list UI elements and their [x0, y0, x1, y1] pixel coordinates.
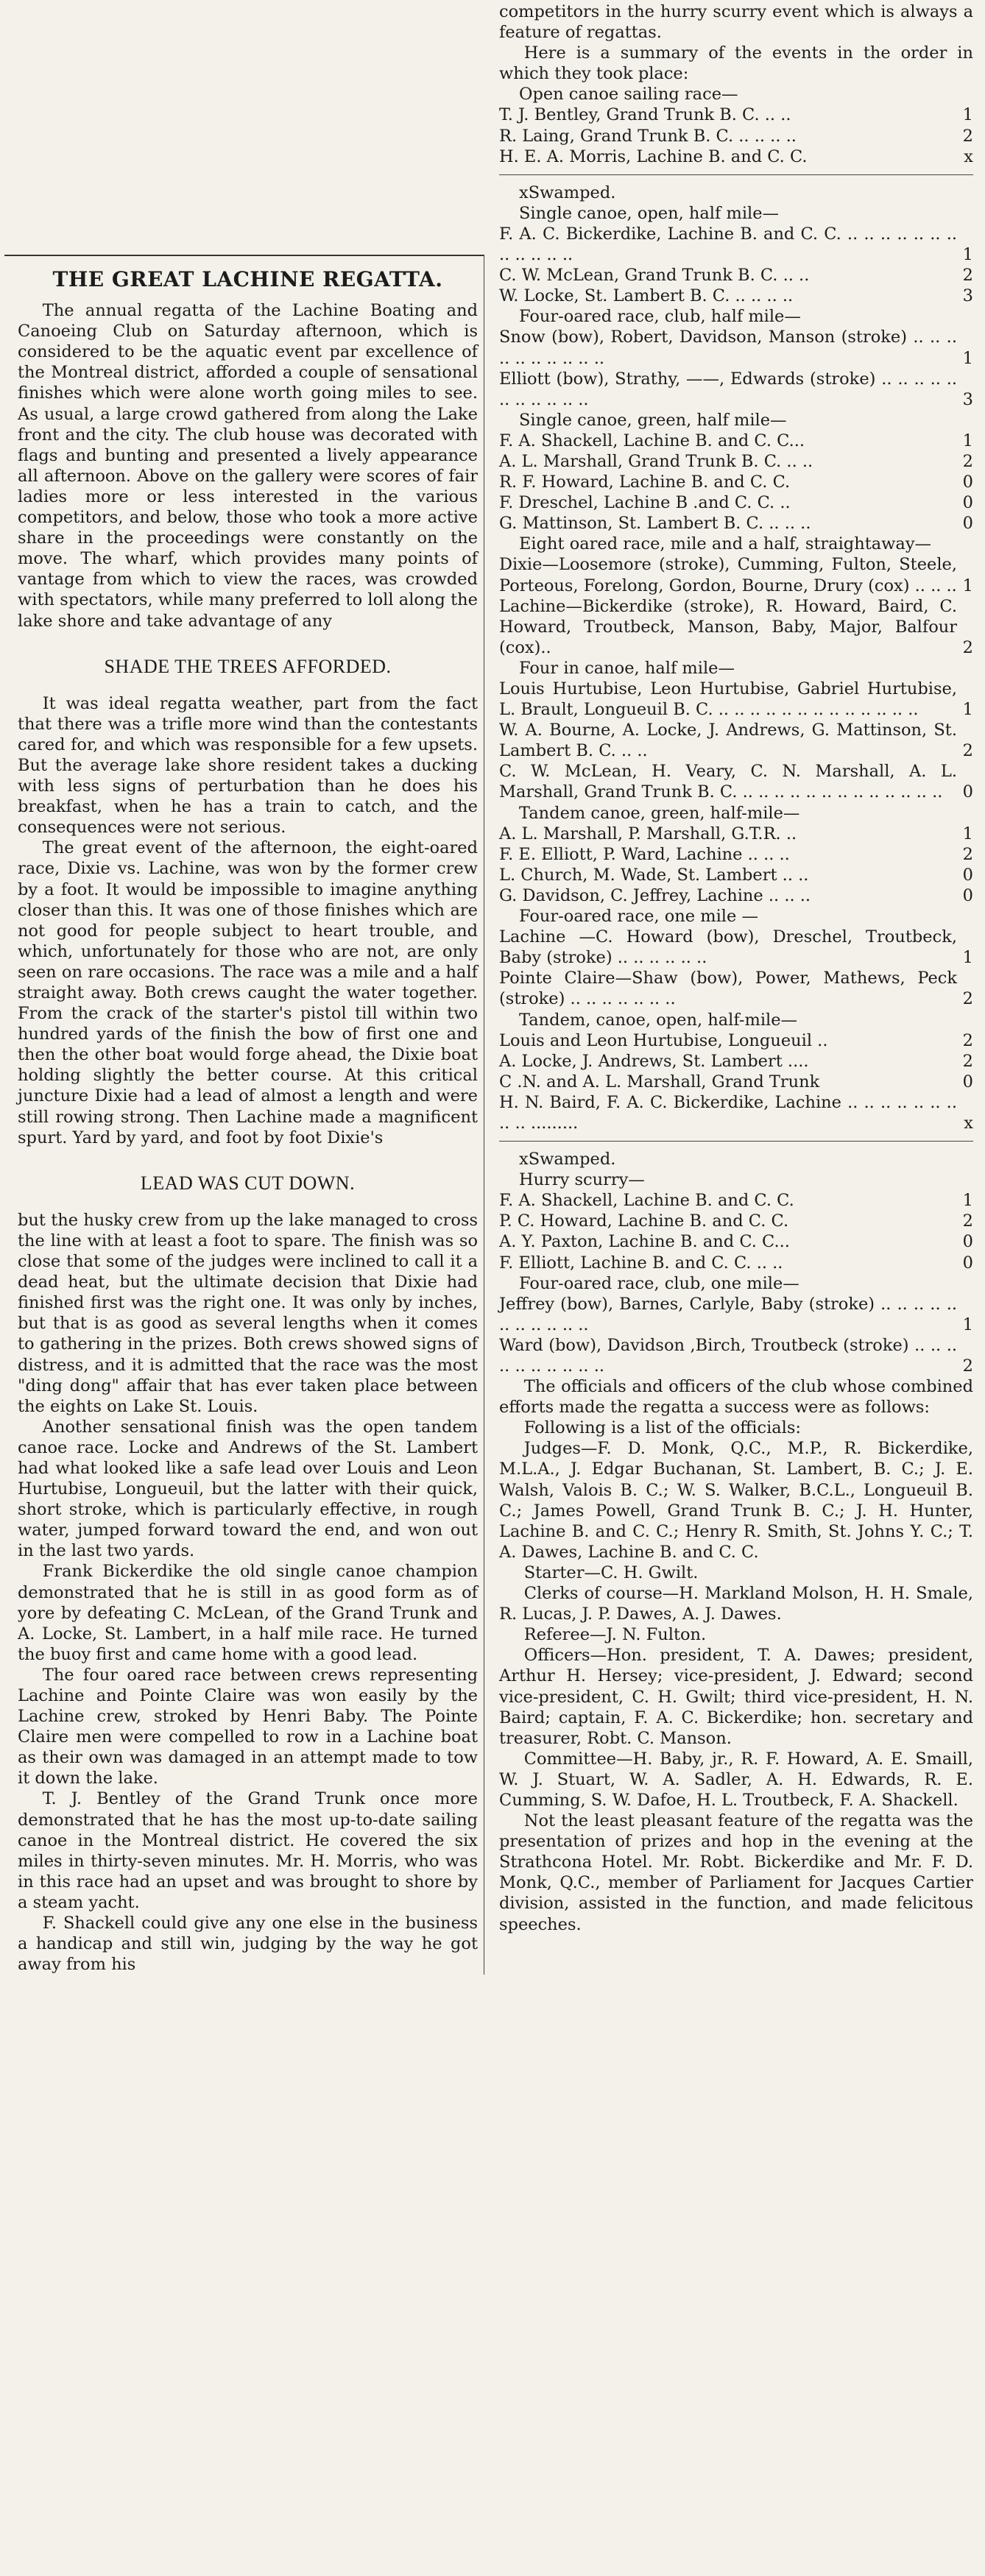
result-entry — [499, 1231, 973, 1252]
entry-text: C. W. McLean, H. Veary, C. N. Marshall, A. L. Marshall, Grand Trunk B. C. .. .. .. .. .. .. .. .. .. .. .. .. .. — [499, 762, 957, 802]
entry-placing: 1 — [962, 245, 973, 265]
paragraph: T. J. Bentley of the Grand Trunk once more demonstrated that he has the most up-to-date sailing canoe in the Montreal district. He covered the six miles in thirty-seven minutes. Mr. H. Morris, who was in this race had an upset and was brought to shore by a steam yacht. — [18, 1789, 478, 1912]
entry-placing: 2 — [962, 1356, 973, 1376]
result-entry — [499, 1072, 973, 1092]
result-entry — [499, 431, 973, 451]
article-right-column — [486, 1, 979, 1935]
result-entry — [499, 492, 973, 513]
entry-text: Lachine —C. Howard (bow), Dreschel, Troutbeck, Baby (stroke) .. .. .. .. .. .. — [499, 927, 957, 968]
entry-text: F. Elliott, Lachine B. and C. C. .. .. — [499, 1253, 783, 1273]
result-entry — [499, 286, 973, 306]
result-entry — [499, 1294, 973, 1335]
entry-text: F. A. Shackell, Lachine B. and C. C... — [499, 431, 805, 450]
result-entry — [499, 1211, 973, 1231]
entry-text: L. Church, M. Wade, St. Lambert .. .. — [499, 865, 809, 885]
result-entry — [499, 968, 973, 1009]
result-entry — [499, 927, 973, 968]
entry-placing: 2 — [962, 1030, 973, 1050]
subhead-lead-cut-down: LEAD WAS CUT DOWN. — [140, 1172, 356, 1194]
event-title: Four-oared race, club, half mile— — [519, 307, 801, 327]
officials-committee: Committee—H. Baby, jr., R. F. Howard, A. E. Smaill, W. J. Stuart, W. A. Sadler, A. H. Edwards, R. E. Cumming, S. W. Dafoe, H. L. Troutbeck, F. A. Shackell. — [499, 1749, 973, 1810]
paragraph: It was ideal regatta weather, part from the fact that there was a trifle more wind than the contestants cared for, and which was responsible for a few upsets. But the average lake shore resident takes a ducking with less signs of perturbation than he does his breakfast, when he has a train to catch, and the consequences were not serious. — [18, 693, 478, 838]
entry-text: A. Locke, J. Andrews, St. Lambert .... — [499, 1051, 809, 1071]
officials-clerks: Clerks of course—H. Markland Molson, H. H. Smale, R. Lucas, J. P. Dawes, A. J. Dawes. — [499, 1584, 973, 1624]
entry-placing: 2 — [962, 451, 973, 471]
entry-placing: 0 — [962, 1253, 973, 1273]
paragraph: The great event of the afternoon, the eight-oared race, Dixie vs. Lachine, was won by the former crew by a foot. It would be impossible to imagine anything closer than this. It was one of those finishes which are not good for people subject to heart trouble, and which, unfortunately for those who are not, are only seen on rare occasions. The race was a mile and a half straight away. Both crews caught the water together. From the crack of the starter's pistol till within two hundred yards of the finish the bow of first one and then the other boat would forge ahead, the Dixie boat holding slightly the better course. At this critical juncture Dixie had a lead of almost a length and were still rowing strong. Then Lachine made a magnificent spurt. Yard by yard, and foot by foot Dixie's — [18, 838, 478, 1147]
paragraph: competitors in the hurry scurry event which is always a feature of regattas. — [499, 2, 973, 43]
entry-placing: 2 — [962, 126, 973, 146]
entry-text: Pointe Claire—Shaw (bow), Power, Mathews, Peck (stroke) .. .. .. .. .. .. .. — [499, 969, 957, 1009]
entry-placing: 1 — [962, 431, 973, 450]
entry-placing: 0 — [962, 493, 973, 513]
headline: THE GREAT LACHINE REGATTA. — [52, 267, 443, 291]
result-entry — [499, 224, 973, 265]
result-entry — [499, 1190, 973, 1211]
closing-paragraph: Not the least pleasant feature of the regatta was the presentation of prizes and hop in the evening at the Strathcona Hotel. Mr. Robt. Bickerdike and Mr. F. D. Monk, Q.C., member of Parliament for Jacques Cartier division, assisted in the function, and made felicitous speeches. — [499, 1811, 973, 1934]
entry-text: T. J. Bentley, Grand Trunk B. C. .. .. — [499, 105, 791, 125]
paragraph: F. Shackell could give any one else in the business a handicap and still win, judging by the way he got away from his — [18, 1914, 478, 1975]
result-entry — [499, 1253, 973, 1273]
result-entry — [499, 720, 973, 761]
result-entry — [499, 126, 973, 146]
entry-text: W. A. Bourne, A. Locke, J. Andrews, G. Mattinson, St. Lambert B. C. .. .. — [499, 721, 957, 761]
result-entry — [499, 554, 973, 595]
entry-placing: 2 — [962, 1211, 973, 1231]
result-entry — [499, 327, 973, 368]
entry-text: P. C. Howard, Lachine B. and C. C. — [499, 1211, 789, 1231]
entry-text: Louis Hurtubise, Leon Hurtubise, Gabriel Hurtubise, L. Brault, Longueuil B. C. .. .. .. .. .. .. .. .. .. .. .. .. .. — [499, 679, 957, 720]
result-note: xSwamped. — [519, 183, 616, 202]
officials-judges: Judges—F. D. Monk, Q.C., M.P., R. Bickerdike, M.L.A., J. Edgar Buchanan, St. Lambert, B. C.; J. E. Walsh, Valois B. C.; W. S. Walker, B.C.L., Longueuil B. C.; James Powell, Grand Trunk B. C.; J. H. Hunter, Lachine B. and C. C.; Henry R. Smith, St. Johns Y. C.; T. A. Dawes, Lachine B. and C. C. — [499, 1439, 973, 1562]
entry-placing: 0 — [962, 885, 973, 905]
result-entry — [499, 105, 973, 125]
entry-placing: 1 — [962, 1191, 973, 1211]
entry-text: Elliott (bow), Strathy, ——, Edwards (stroke) .. .. .. .. .. .. .. .. .. .. .. — [499, 369, 957, 409]
result-entry — [499, 1051, 973, 1072]
officials-referee: Referee—J. N. Fulton. — [523, 1625, 707, 1645]
entry-text: F. A. C. Bickerdike, Lachine B. and C. C. .. .. .. .. .. .. .. .. .. .. .. .. — [499, 224, 957, 265]
result-entry — [499, 596, 973, 658]
divider-rule — [499, 1141, 973, 1142]
entry-text: C. W. McLean, Grand Trunk B. C. .. .. — [499, 266, 810, 286]
entry-text: A. L. Marshall, P. Marshall, G.T.R. .. — [499, 824, 797, 843]
event-title: Tandem canoe, green, half-mile— — [519, 803, 800, 823]
entry-text: G. Mattinson, St. Lambert B. C. .. .. .. — [499, 514, 811, 534]
divider-rule — [499, 174, 973, 175]
event-title: Four in canoe, half mile— — [519, 658, 735, 678]
entry-placing: 1 — [962, 105, 973, 125]
officials-officers: Officers—Hon. president, T. A. Dawes; president, Arthur H. Hersey; vice-president, J. Edward; second vice-president, C. H. Gwilt; third vice-president, H. N. Baird; captain, F. A. C. Bickerdike; hon. secretary and treasurer, Robt. C. Manson. — [499, 1646, 973, 1748]
entry-text: H. N. Baird, F. A. C. Bickerdike, Lachine .. .. .. .. .. .. .. .. .. ......... — [499, 1092, 957, 1133]
intro-paragraph: The annual regatta of the Lachine Boating and Canoeing Club on Saturday afternoon, which is considered to be the aquatic event par excellence of the Montreal district, afforded a couple of sensational finishes which were alone worth going miles to see. As usual, a large crowd gathered from along the Lake front and the city. The club house was decorated with flags and bunting and presented a lively appearance all afternoon. Above on the gallery were scores of fair ladies more or less interested in the various competitors, and below, those who took a more active share in the proceedings were constantly on the move. The wharf, which provides many points of vantage from which to view the races, was crowded with spectators, while many preferred to loll along the lake shore and take advantage of any — [18, 301, 478, 631]
entry-placing: 0 — [962, 782, 973, 802]
entry-text: R. F. Howard, Lachine B. and C. C. — [499, 473, 791, 492]
subhead-shade-trees: SHADE THE TREES AFFORDED. — [104, 655, 392, 677]
result-entry — [499, 865, 973, 885]
entry-placing: x — [964, 1113, 973, 1133]
entry-text: Lachine—Bickerdike (stroke), R. Howard, Baird, C. Howard, Troutbeck, Manson, Baby, Major, Balfour (cox).. — [499, 596, 957, 657]
entry-placing: 1 — [962, 348, 973, 368]
event-title: Single canoe, open, half mile— — [519, 203, 780, 223]
paragraph: Another sensational finish was the open tandem canoe race. Locke and Andrews of the St. Lambert had what looked like a safe lead over Louis and Leon Hurtubise, Longueuil, but the latter with their quick, short stroke, which is particularly effective, in rough water, jumped forward toward the end, and won out in the last two yards. — [18, 1417, 478, 1561]
result-entry — [499, 844, 973, 865]
entry-placing: 2 — [962, 989, 973, 1009]
result-entry — [499, 679, 973, 720]
entry-placing: 0 — [962, 514, 973, 534]
entry-text: Louis and Leon Hurtubise, Longueuil .. — [499, 1030, 828, 1050]
entry-placing: x — [964, 146, 973, 166]
officials-starter: Starter—C. H. Gwilt. — [523, 1563, 699, 1582]
result-entry — [499, 1030, 973, 1051]
event-title: Four-oared race, one mile — — [519, 907, 758, 927]
event-title: Single canoe, green, half mile— — [519, 410, 787, 430]
result-entry — [499, 472, 973, 492]
entry-placing: 0 — [962, 1232, 973, 1252]
entry-placing: 2 — [962, 844, 973, 864]
paragraph: Here is a summary of the events in the order in which they took place: — [499, 43, 973, 84]
results-summary — [499, 84, 973, 1376]
event-title: Open canoe sailing race— — [519, 85, 738, 105]
entry-placing: 0 — [962, 473, 973, 492]
entry-placing: 1 — [962, 948, 973, 968]
entry-text: A. Y. Paxton, Lachine B. and C. C... — [499, 1232, 790, 1252]
entry-placing: 2 — [962, 741, 973, 761]
entry-placing: 1 — [962, 1314, 973, 1334]
event-title: Hurry scurry— — [519, 1170, 645, 1190]
event-title: Four-oared race, club, one mile— — [519, 1273, 799, 1293]
result-entry — [499, 761, 973, 802]
entry-text: Dixie—Loosemore (stroke), Cumming, Fulton, Steele, Porteous, Forelong, Gordon, Bourne, Drury (cox) .. .. .. — [499, 555, 957, 595]
entry-placing: 0 — [962, 865, 973, 885]
entry-placing: 2 — [962, 266, 973, 286]
officials-list-intro: Following is a list of the officials: — [523, 1418, 801, 1438]
result-entry — [499, 369, 973, 410]
entry-text: Ward (bow), Davidson ,Birch, Troutbeck (stroke) .. .. .. .. .. .. .. .. .. .. — [499, 1335, 957, 1376]
result-entry — [499, 1335, 973, 1376]
article-left-column — [4, 255, 484, 1975]
entry-placing: 0 — [962, 1072, 973, 1091]
result-entry — [499, 451, 973, 472]
event-title: Eight oared race, mile and a half, straightaway— — [519, 534, 932, 554]
entry-text: F. E. Elliott, P. Ward, Lachine .. .. .. — [499, 844, 790, 864]
result-entry — [499, 146, 973, 167]
entry-placing: 2 — [962, 1051, 973, 1071]
officials-intro: The officials and officers of the club whose combined efforts made the regatta a success were as follows: — [499, 1377, 973, 1418]
entry-text: G. Davidson, C. Jeffrey, Lachine .. .. .. — [499, 885, 811, 905]
entry-placing: 3 — [962, 389, 973, 409]
paragraph: The four oared race between crews representing Lachine and Pointe Claire was won easily by the Lachine crew, stroked by Henri Baby. The Pointe Claire men were compelled to row in a Lachine boat as their own was damaged in an attempt made to tow it down the lake. — [18, 1665, 478, 1788]
result-entry — [499, 513, 973, 534]
entry-text: F. Dreschel, Lachine B .and C. C. .. — [499, 493, 791, 513]
entry-text: W. Locke, St. Lambert B. C. .. .. .. .. — [499, 286, 794, 306]
result-entry — [499, 824, 973, 844]
entry-placing: 1 — [962, 700, 973, 720]
entry-text: R. Laing, Grand Trunk B. C. .. .. .. .. — [499, 126, 797, 146]
entry-text: Snow (bow), Robert, Davidson, Manson (stroke) .. .. .. .. .. .. .. .. .. .. — [499, 328, 957, 368]
result-entry — [499, 265, 973, 286]
entry-placing: 2 — [962, 637, 973, 657]
entry-text: C .N. and A. L. Marshall, Grand Trunk — [499, 1072, 820, 1091]
entry-placing: 1 — [962, 824, 973, 843]
entry-placing: 3 — [962, 286, 973, 306]
result-entry — [499, 1092, 973, 1133]
result-entry — [499, 885, 973, 906]
entry-placing: 1 — [962, 576, 973, 595]
result-note: xSwamped. — [519, 1150, 616, 1170]
entry-text: H. E. A. Morris, Lachine B. and C. C. — [499, 146, 808, 166]
paragraph: but the husky crew from up the lake managed to cross the line with at least a foot to spare. The finish was so close that some of the judges were inclined to call it a dead heat, but the ultimate decision that Dixie had finished first was the right one. It was only by inches, but that is as good as several lengths when it comes to gathering in the prizes. Both crews showed signs of distress, and it is admitted that the race was the most "ding dong" affair that has ever taken place between the eights on Lake St. Louis. — [18, 1210, 478, 1416]
event-title: Tandem, canoe, open, half-mile— — [519, 1010, 798, 1030]
entry-text: A. L. Marshall, Grand Trunk B. C. .. .. — [499, 451, 813, 471]
entry-text: F. A. Shackell, Lachine B. and C. C. — [499, 1191, 794, 1211]
entry-text: Jeffrey (bow), Barnes, Carlyle, Baby (stroke) .. .. .. .. .. .. .. .. .. .. .. — [499, 1294, 957, 1334]
paragraph: Frank Bickerdike the old single canoe champion demonstrated that he is still in as good form as of yore by defeating C. McLean, of the Grand Trunk and A. Locke, St. Lambert, in a half mile race. He turned the buoy first and came home with a good lead. — [18, 1562, 478, 1664]
